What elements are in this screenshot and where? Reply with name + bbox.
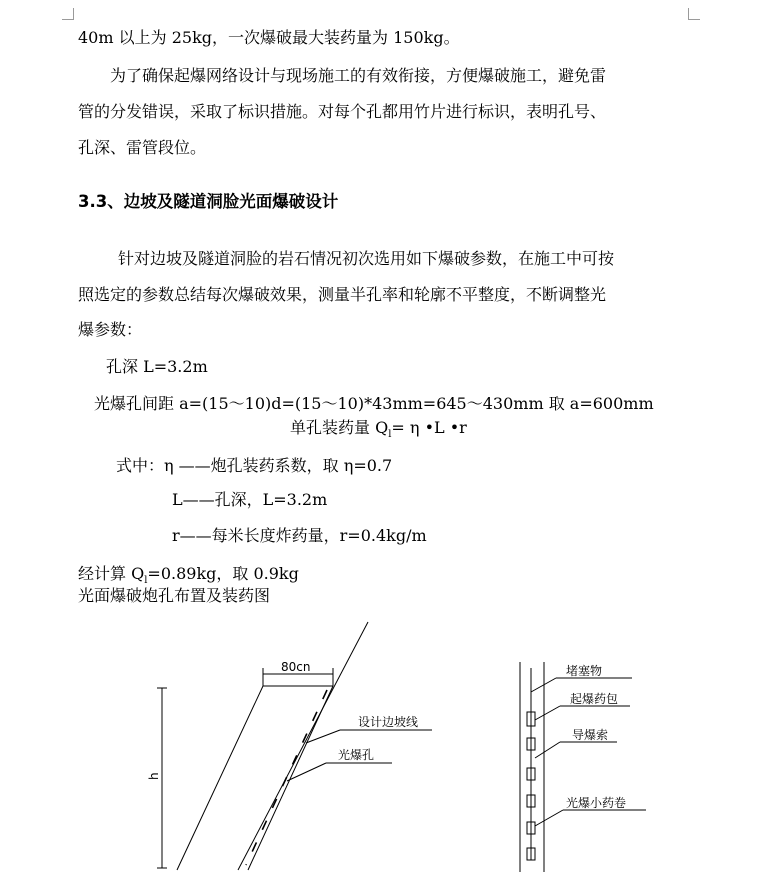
primer-label: 起爆药包	[570, 692, 619, 706]
calc-result-prefix: 经计算 Q	[78, 564, 145, 583]
blast-hole-label: 光爆孔	[338, 748, 375, 762]
calc-result-sub: l	[144, 575, 148, 587]
cartridge-label: 光爆小药卷	[566, 796, 627, 810]
where-L: L——孔深，L=3.2m	[172, 490, 328, 509]
paragraph-line: 管的分发错误，采取了标识措施。对每个孔都用竹片进行标识，表明孔号、	[78, 102, 607, 121]
paragraph-line: 40m 以上为 25kg，一次爆破最大装药量为 150kg。	[78, 28, 460, 47]
figure-title: 光面爆破炮孔布置及装药图	[78, 586, 271, 605]
slope-line-label: 设计边坡线	[358, 715, 419, 729]
rock-back-edge	[177, 686, 263, 870]
rock-face-edge	[248, 686, 333, 870]
calc-result-suffix: =0.89kg，取 0.9kg	[147, 564, 299, 583]
stemming-label: 堵塞物	[566, 664, 603, 678]
paragraph-line: 爆参数：	[78, 320, 143, 339]
param-spacing: 光爆孔间距 a=(15～10)d=(15～10)*43mm=645～430mm 取 a=600mm	[94, 394, 654, 413]
paragraph-line: 针对边坡及隧道洞脸的岩石情况初次选用如下爆破参数，在施工中可按	[118, 249, 615, 268]
paragraph-line: 照选定的参数总结每次爆破效果，测量半孔率和轮廓不平整度，不断调整光	[78, 285, 607, 304]
where-r: r——每米长度炸药量，r=0.4kg/m	[172, 526, 427, 545]
leader-slope-line	[306, 730, 340, 743]
detcord-label: 导爆索	[572, 728, 609, 742]
where-eta: 式中：η ——炮孔装药系数，取 η=0.7	[116, 456, 393, 475]
charge-formula-sub: l	[388, 429, 392, 441]
paragraph-line: 为了确保起爆网络设计与现场施工的有效衔接，方便爆破施工，避免雷	[110, 66, 607, 85]
width-dim-label: 80cn	[281, 660, 311, 674]
charge-formula-suffix: = η •L •r	[391, 418, 467, 437]
leader-detcord	[535, 742, 560, 758]
blast-hole-line	[246, 690, 327, 865]
paragraph-line: 孔深、雷管段位。	[78, 138, 207, 157]
charge-formula-prefix: 单孔装药量 Q	[290, 418, 389, 437]
param-hole-depth: 孔深 L=3.2m	[106, 357, 208, 376]
section-heading: 3.3、边坡及隧道洞脸光面爆破设计	[78, 192, 339, 211]
leader-primer	[535, 706, 560, 720]
height-dim-label: h	[147, 772, 161, 780]
leader-cartridge	[535, 810, 563, 826]
